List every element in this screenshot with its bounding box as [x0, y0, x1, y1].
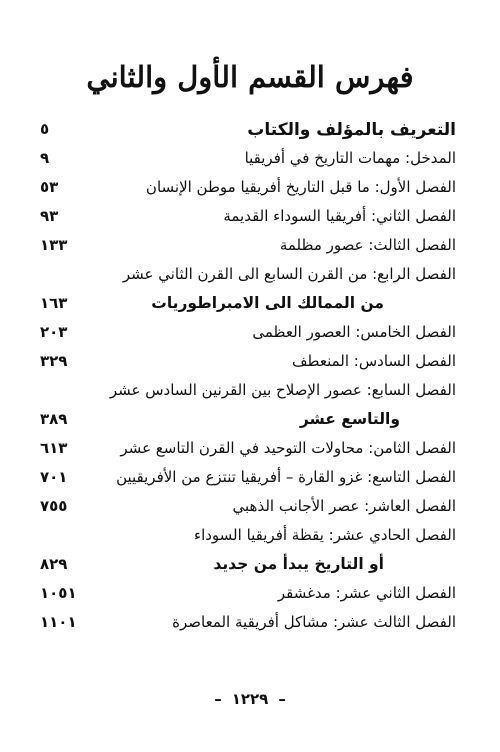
toc-row [40, 263, 456, 292]
toc-entry-title: الفصل الثاني عشر: مدغشقر [277, 584, 456, 602]
toc-entry-page: ٩ [40, 149, 50, 167]
toc-entry-title: الفصل الثالث عشر: مشاكل أفريقية المعاصرة [172, 613, 456, 631]
toc-row [40, 118, 456, 147]
toc-entry-title: الفصل السابع: عصور الإصلاح بين القرنين السادس عشر [109, 381, 456, 399]
toc-entry-title: الفصل الثاني: أفريقيا السوداء القديمة [223, 207, 456, 225]
toc-row [40, 176, 456, 205]
toc-entry-title: الفصل الخامس: العصور العظمى [252, 323, 456, 341]
toc-entry-title: الفصل الثامن: محاولات التوحيد في القرن التاسع عشر [120, 439, 456, 457]
page-footer [0, 690, 500, 708]
toc-row [40, 437, 456, 466]
toc-entry-title: المدخل: مهمات التاريخ في أفريقيا [244, 149, 456, 167]
toc-row-continuation [40, 292, 456, 321]
toc-entry-page: ١٣٣ [40, 236, 68, 254]
toc-entry-page: ٥ [40, 120, 50, 138]
toc-entry-title: التعريف بالمؤلف والكتاب [247, 120, 456, 140]
toc-row [40, 147, 456, 176]
toc-row-continuation [40, 408, 456, 437]
toc-row [40, 582, 456, 611]
toc-entry-page: ٢٠٣ [40, 323, 68, 341]
toc-entry-title: الفصل الرابع: من القرن السابع الى القرن الثاني عشر [122, 265, 456, 283]
toc-row [40, 234, 456, 263]
toc-entry-page: ١٠٥١ [40, 584, 77, 602]
footer-dash: – [214, 690, 222, 708]
toc-row [40, 350, 456, 379]
toc-entry-page: ٨٢٩ [40, 555, 68, 573]
toc-entry-page: ١٦٣ [40, 294, 68, 312]
toc-entry-page: ٥٣ [40, 178, 59, 196]
toc-list [40, 118, 456, 640]
footer-page-number: ١٢٢٩ [231, 690, 269, 708]
toc-row [40, 611, 456, 640]
toc-entry-title: من الممالك الى الامبراطوريات [151, 294, 384, 312]
toc-entry-page: ١١٠١ [40, 613, 77, 631]
toc-row [40, 321, 456, 350]
footer-dash: – [278, 690, 286, 708]
toc-entry-page: ٦١٣ [40, 439, 68, 457]
toc-row-continuation [40, 553, 456, 582]
toc-entry-title: الفصل التاسع: غزو القارة – أفريقيا تنتزع من الأفريقيين [116, 468, 456, 486]
toc-row [40, 524, 456, 553]
toc-entry-page: ٧٥٥ [40, 497, 68, 515]
toc-entry-title: أو التاريخ يبدأ من جديد [213, 555, 384, 573]
page-title: فهرس القسم الأول والثاني [86, 60, 414, 94]
toc-entry-page: ٧٠١ [40, 468, 68, 486]
toc-row [40, 205, 456, 234]
toc-entry-title: والتاسع عشر [299, 410, 400, 428]
toc-entry-title: الفصل الأول: ما قبل التاريخ أفريقيا موطن الإنسان [145, 178, 456, 196]
toc-entry-page: ٣٨٩ [40, 410, 68, 428]
toc-row [40, 379, 456, 408]
toc-entry-title: الفصل الثالث: عصور مظلمة [279, 236, 456, 254]
toc-row [40, 495, 456, 524]
toc-entry-title: الفصل الحادي عشر: يقظة أفريقيا السوداء [194, 526, 456, 544]
toc-entry-title: الفصل السادس: المنعطف [292, 352, 456, 370]
toc-entry-title: الفصل العاشر: عصر الأجانب الذهبي [232, 497, 456, 515]
toc-entry-page: ٩٣ [40, 207, 59, 225]
toc-entry-page: ٣٢٩ [40, 352, 68, 370]
toc-row [40, 466, 456, 495]
